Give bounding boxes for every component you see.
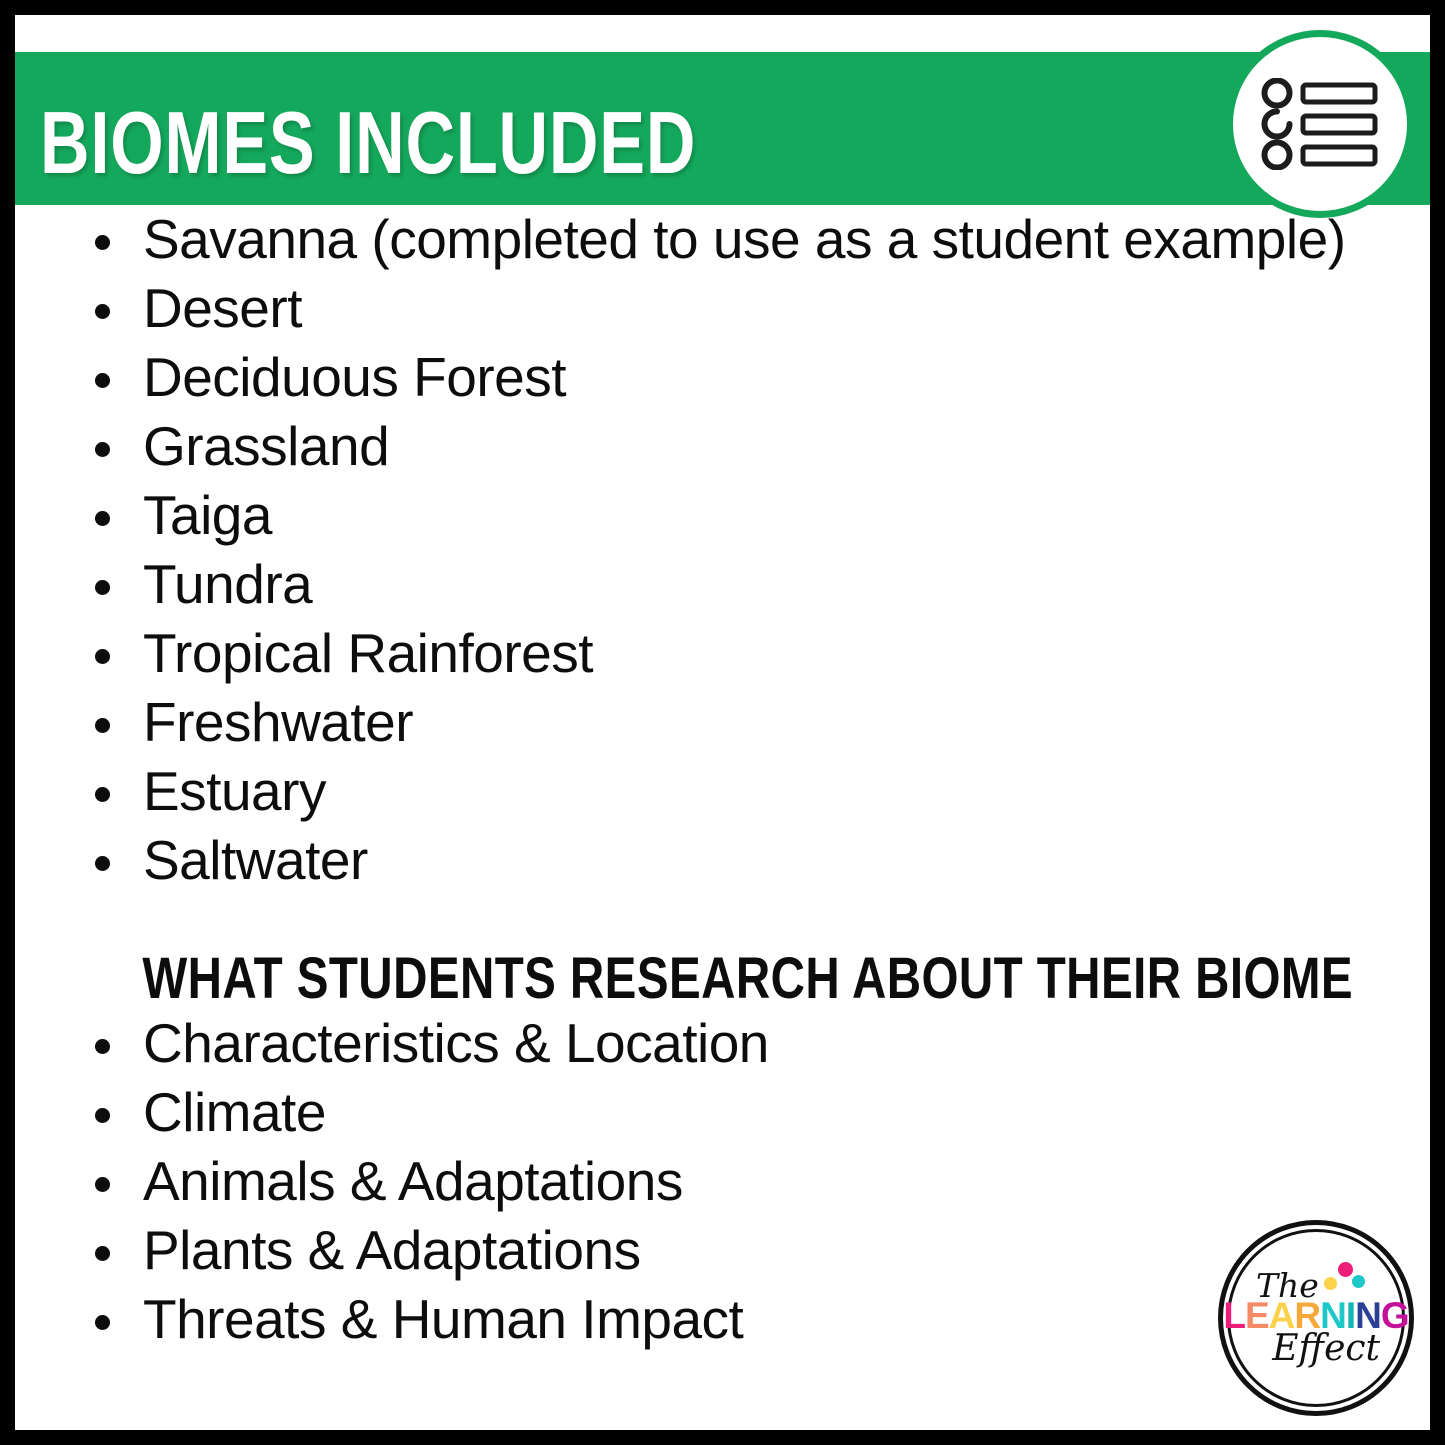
gear-icon	[1352, 1275, 1365, 1288]
logo-letter: E	[1244, 1294, 1269, 1336]
logo-letter: G	[1380, 1294, 1409, 1336]
logo-letter: R	[1294, 1294, 1321, 1336]
biomes-list	[15, 205, 1430, 895]
list-item: Grassland	[15, 412, 1430, 481]
logo-letter: N	[1320, 1294, 1346, 1336]
list-item: Animals & Adaptations	[15, 1147, 1430, 1216]
brand-logo	[1218, 1220, 1414, 1416]
list-item: Estuary	[15, 757, 1430, 826]
logo-letter: I	[1345, 1294, 1356, 1336]
list-item: Climate	[15, 1078, 1430, 1147]
logo-letter: N	[1355, 1294, 1381, 1336]
list-item: Savanna (completed to use as a student example)	[15, 205, 1430, 274]
gear-icon	[1324, 1277, 1337, 1290]
bulleted-list-badge	[1226, 30, 1414, 218]
list-item: Tundra	[15, 550, 1430, 619]
logo-wordmark	[1223, 1242, 1409, 1394]
gear-icon	[1338, 1262, 1353, 1277]
list-item: Taiga	[15, 481, 1430, 550]
list-item: Characteristics & Location	[15, 1009, 1430, 1078]
list-item: Tropical Rainforest	[15, 619, 1430, 688]
header-banner	[15, 52, 1430, 205]
logo-letter: L	[1223, 1294, 1245, 1336]
logo-letter: A	[1268, 1294, 1295, 1336]
research-heading: WHAT STUDENTS RESEARCH ABOUT THEIR BIOME	[142, 946, 1354, 1011]
list-item: Threats & Human Impact	[15, 1285, 1430, 1354]
page-title: BIOMES INCLUDED	[40, 93, 697, 192]
logo-line-the: The	[1256, 1265, 1319, 1305]
logo-line-effect: Effect	[1272, 1327, 1380, 1369]
list-item: Saltwater	[15, 826, 1430, 895]
poster-canvas	[15, 15, 1430, 1430]
list-item: Desert	[15, 274, 1430, 343]
list-item: Plants & Adaptations	[15, 1216, 1430, 1285]
bulleted-list-icon	[1261, 78, 1379, 170]
list-item: Deciduous Forest	[15, 343, 1430, 412]
list-item: Freshwater	[15, 688, 1430, 757]
